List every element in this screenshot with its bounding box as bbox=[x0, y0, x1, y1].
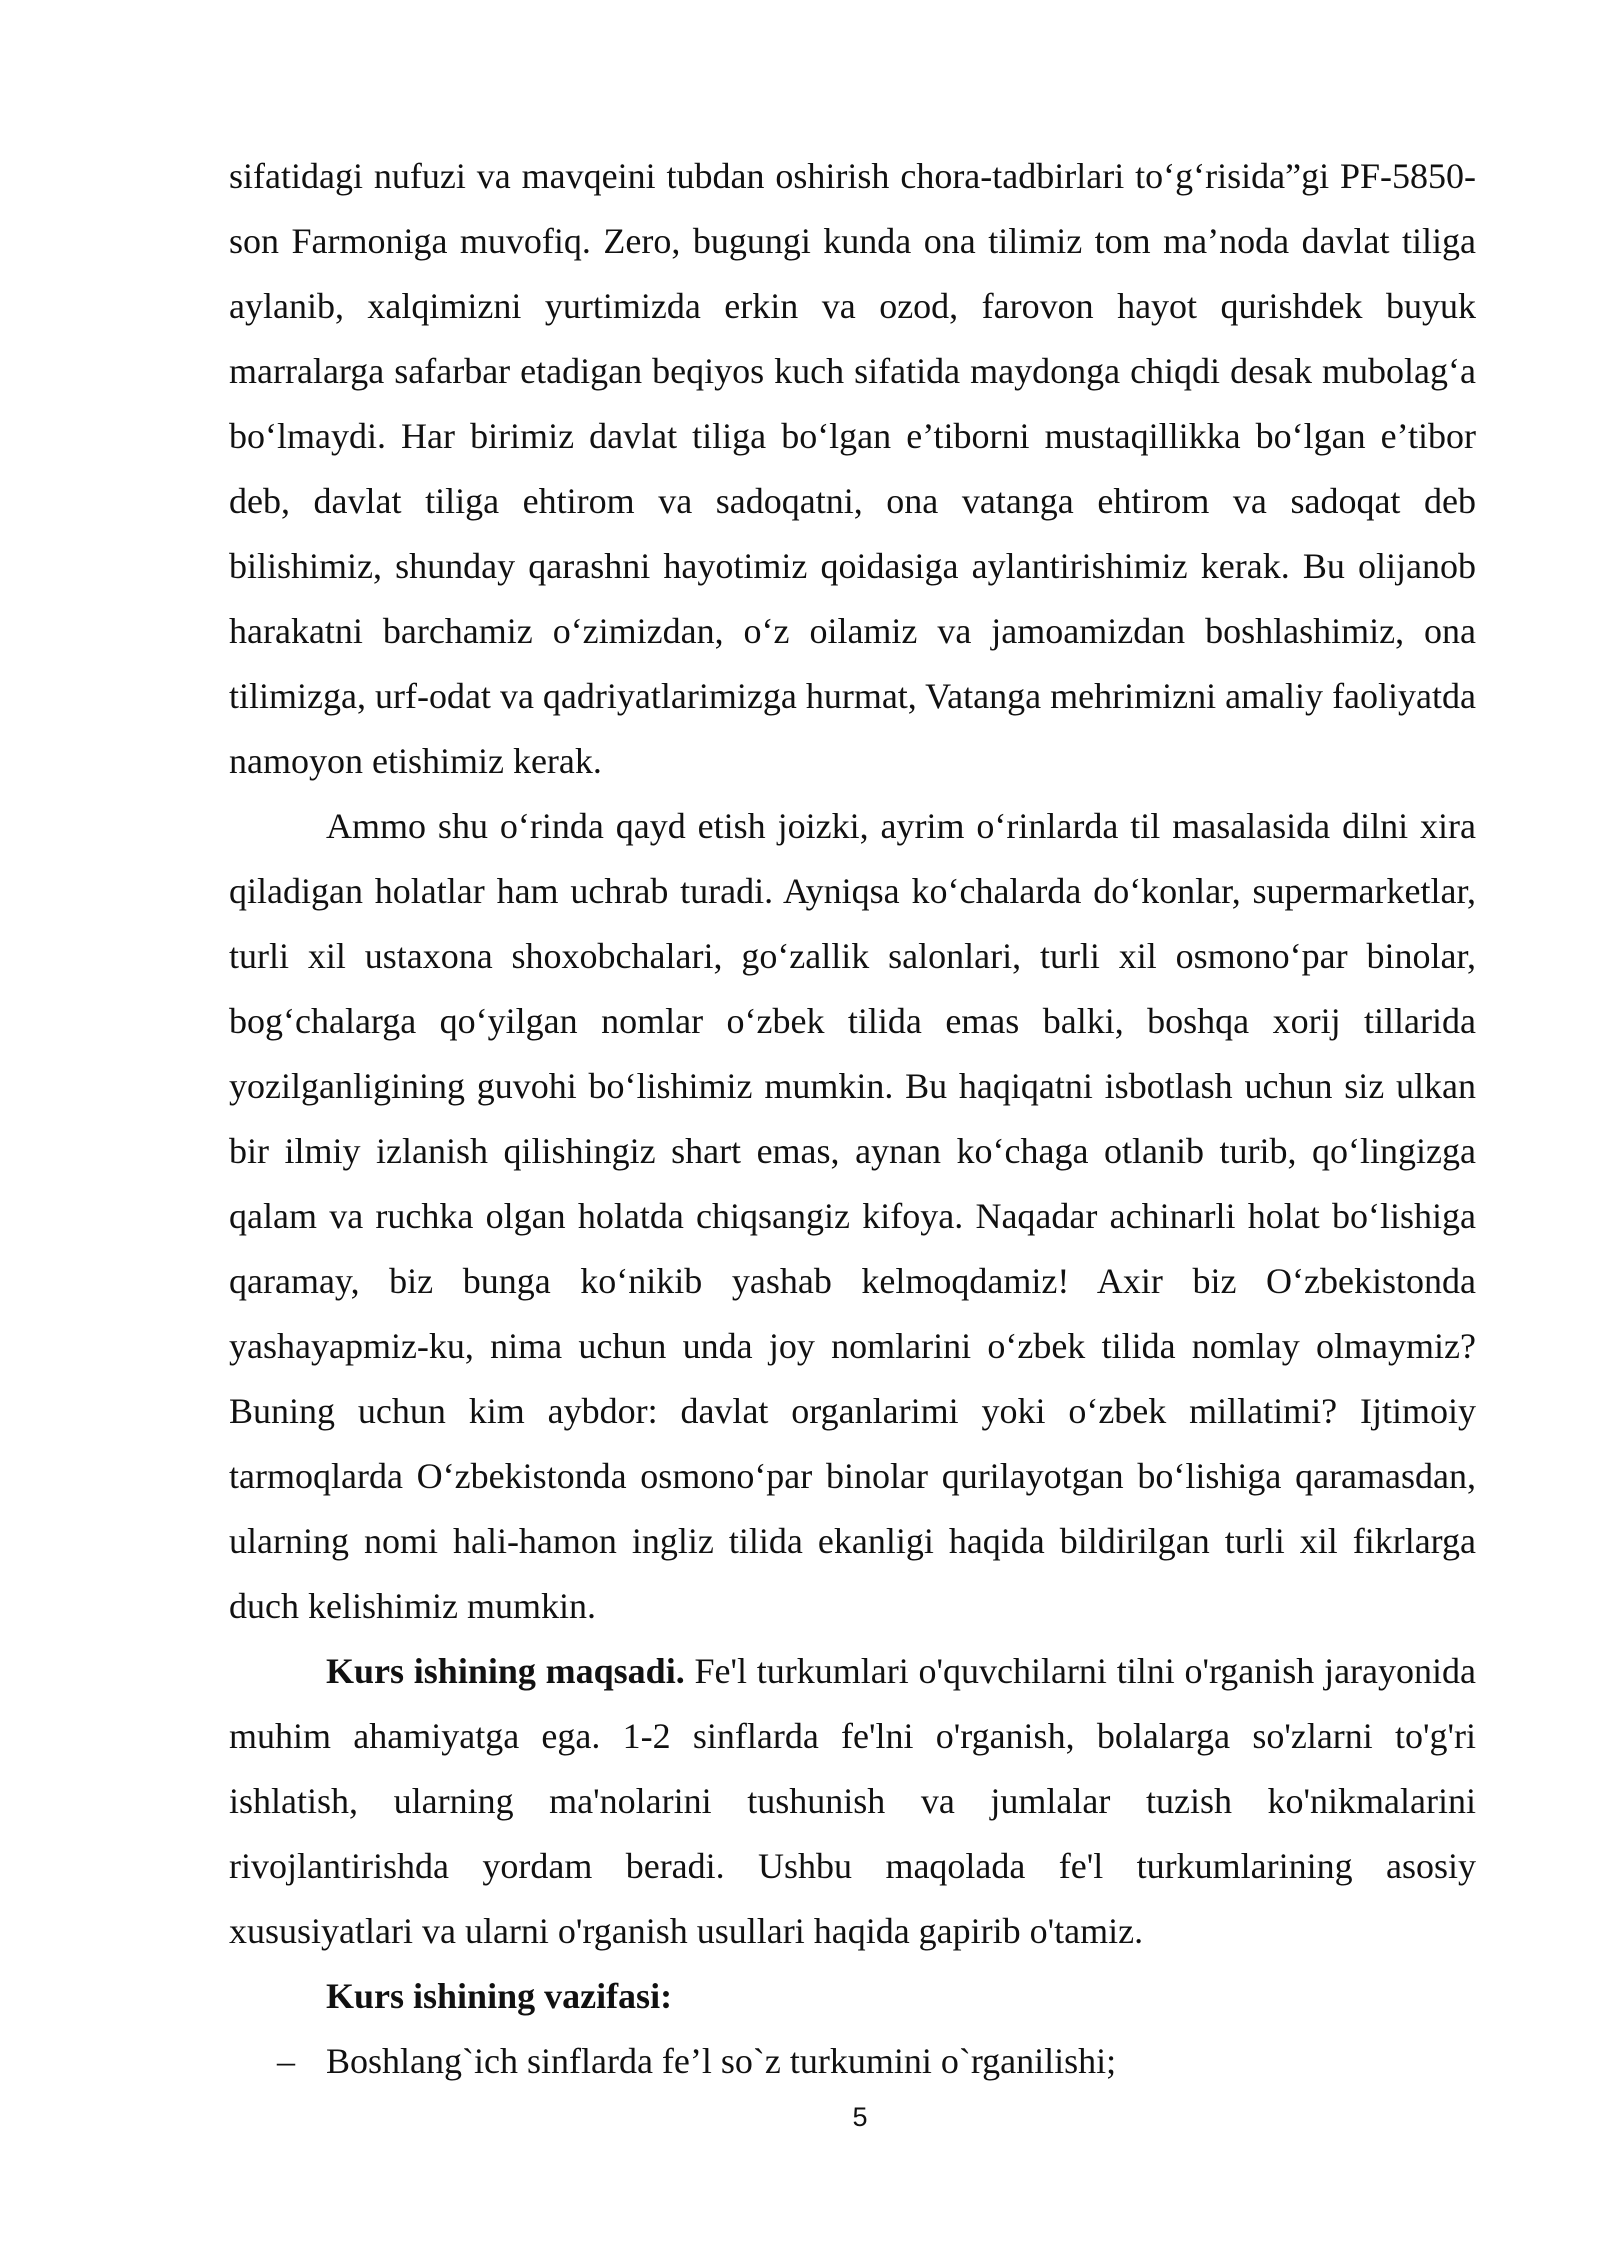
task-list-item bbox=[229, 2029, 1476, 2094]
page-content bbox=[229, 144, 1476, 2094]
course-goal-text: Fe'l turkumlari o'quvchilarni tilni o'rganish jarayonida muhim ahamiyatga ega. 1-2 sinflarda fe'lni o'rganish, bolalarga so'zlarni to'g'ri ishlatish, ularning ma'nolarini tushunish va jumlalar tuzish ko'nikmalarini rivojlantirishda yordam beradi. Ushbu maqolada fe'l turkumlarining asosiy xususiyatlari va ularni o'rganish usullari haqida gapirib o'tamiz. bbox=[229, 1651, 1477, 1951]
paragraph-intro: sifatidagi nufuzi va mavqeini tubdan oshirish chora-tadbirlari to‘g‘risida”gi PF-5850-son Farmoniga muvofiq. Zero, bugungi kunda ona tilimiz tom ma’noda davlat tiliga aylanib, xalqimizni yurtimizda erkin va ozod, farovon hayot qurishdek buyuk marralarga safarbar etadigan beqiyos kuch sifatida maydonga chiqdi desak mubolag‘a bo‘lmaydi. Har birimiz davlat tiliga bo‘lgan e’tiborni mustaqillikka bo‘lgan e’tibor deb, davlat tiliga ehtirom va sadoqatni, ona vatanga ehtirom va sadoqat deb bilishimiz, shunday qarashni hayotimiz qoidasiga aylantirishimiz kerak. Bu olijanob harakatni barchamiz o‘zimizdan, o‘z oilamiz va jamoamizdan boshlashimiz, ona tilimizga, urf-odat va qadriyatlarimizga hurmat, Vatanga mehrimizni amaliy faoliyatda namoyon etishimiz kerak. bbox=[229, 156, 1476, 781]
page-number: 5 bbox=[852, 2102, 868, 2132]
paragraph-street-names: Ammo shu o‘rinda qayd etish joizki, ayrim o‘rinlarda til masalasida dilni xira qiladigan holatlar ham uchrab turadi. Ayniqsa ko‘chalarda do‘konlar, supermarketlar, turli xil ustaxona shoxobchalari, go‘zallik salonlari, turli xil osmono‘par binolar, bog‘chalarga qo‘yilgan nomlar o‘zbek tilida emas balki, boshqa xorij tillarida yozilganligining guvohi bo‘lishimiz mumkin. Bu haqiqatni isbotlash uchun siz ulkan bir ilmiy izlanish qilishingiz shart emas, aynan ko‘chaga otlanib turib, qo‘lingizga qalam va ruchka olgan holatda chiqsangiz kifoya. Naqadar achinarli holat bo‘lishiga qaramay, biz bunga ko‘nikib yashab kelmoqdamiz! Axir biz O‘zbekistonda yashayapmiz-ku, nima uchun unda joy nomlarini o‘zbek tilida nomlay olmaymiz? Buning uchun kim aybdor: davlat organlarimi yoki o‘zbek millatimi? Ijtimoiy tarmoqlarda O‘zbekistonda osmono‘par binolar qurilayotgan bo‘lishiga qaramasdan, ularning nomi hali-hamon ingliz tilida ekanligi haqida bildirilgan turli xil fikrlarga duch kelishimiz mumkin. bbox=[229, 806, 1476, 1626]
dash-bullet-icon: – bbox=[277, 2041, 295, 2081]
task-item-text: Boshlang`ich sinflarda fe’l so`z turkumini o`rganilishi; bbox=[326, 2041, 1117, 2081]
course-tasks-heading: Kurs ishining vazifasi: bbox=[326, 1976, 673, 2016]
course-goal-heading: Kurs ishining maqsadi. bbox=[326, 1651, 685, 1691]
paragraph-course-goal bbox=[229, 1639, 1476, 1964]
